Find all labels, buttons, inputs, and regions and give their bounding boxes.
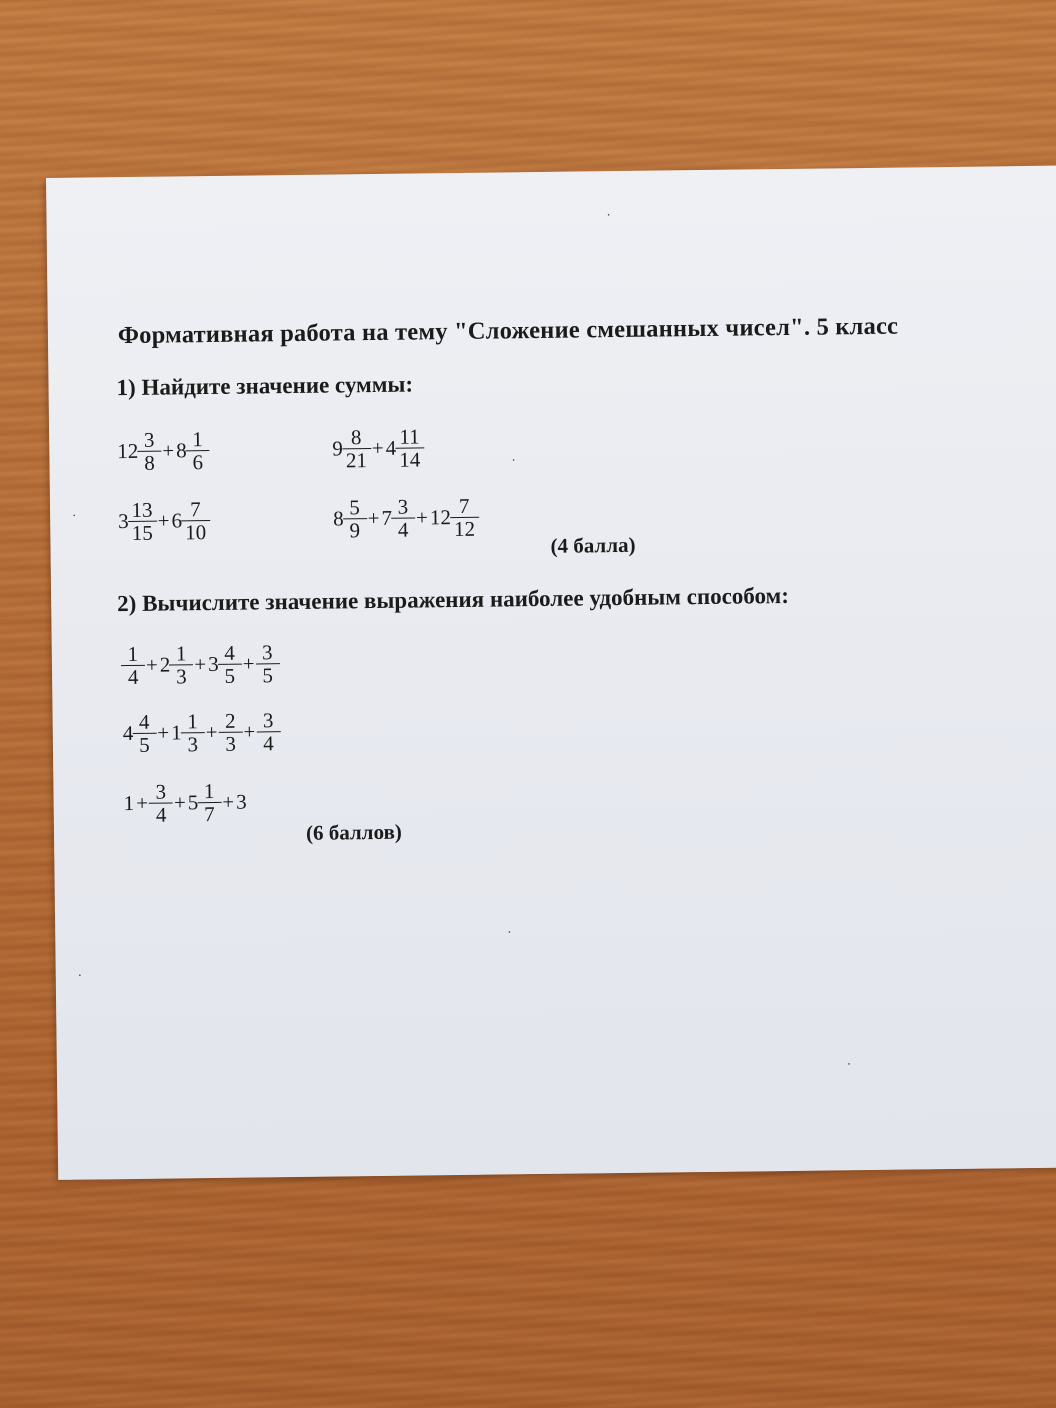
fraction bbox=[344, 426, 370, 471]
denominator: 5 bbox=[218, 664, 242, 687]
numerator: 13 bbox=[131, 497, 153, 522]
numerator: 5 bbox=[349, 495, 360, 520]
denominator: 10 bbox=[181, 520, 210, 543]
whole-part: 3 bbox=[118, 509, 129, 534]
numerator: 1 bbox=[127, 641, 139, 667]
denominator: 4 bbox=[391, 518, 415, 541]
fraction bbox=[452, 495, 478, 540]
paper-speck: · bbox=[77, 967, 83, 983]
worksheet-paper bbox=[46, 165, 1056, 1180]
fraction bbox=[220, 710, 241, 755]
task2-expression bbox=[123, 709, 280, 756]
denominator: 5 bbox=[132, 733, 156, 756]
denominator: 4 bbox=[256, 731, 280, 754]
whole-part: 8 bbox=[333, 506, 344, 531]
whole-part: 12 bbox=[117, 438, 139, 464]
whole-part: 3 bbox=[207, 651, 219, 677]
denominator: 4 bbox=[121, 665, 145, 688]
plus-sign: + bbox=[243, 719, 256, 744]
whole-part: 3 bbox=[236, 789, 247, 814]
denominator: 14 bbox=[395, 447, 424, 470]
fraction bbox=[199, 780, 220, 825]
whole-part: 4 bbox=[122, 721, 134, 746]
fraction bbox=[123, 643, 144, 688]
denominator: 3 bbox=[169, 664, 193, 687]
denominator: 8 bbox=[137, 451, 161, 474]
task2-expression bbox=[122, 641, 279, 688]
denominator: 12 bbox=[450, 517, 479, 540]
fraction bbox=[187, 428, 208, 473]
fraction bbox=[151, 781, 172, 826]
task1-expression bbox=[332, 425, 423, 471]
whole-part: 7 bbox=[381, 505, 393, 530]
paper-speck: · bbox=[846, 1056, 852, 1072]
whole-part: 2 bbox=[159, 652, 171, 677]
numerator: 1 bbox=[203, 778, 215, 804]
plus-sign: + bbox=[194, 652, 207, 677]
numerator: 3 bbox=[143, 427, 155, 452]
plus-sign: + bbox=[145, 652, 158, 677]
whole-part: 4 bbox=[385, 435, 397, 460]
task2-heading: 2) Вычислите значение выражения наиболее удобным способом: bbox=[117, 582, 790, 617]
denominator: 9 bbox=[343, 518, 367, 541]
numerator: 7 bbox=[458, 493, 470, 518]
fraction bbox=[397, 425, 423, 470]
numerator: 3 bbox=[262, 708, 274, 733]
task1-expression bbox=[333, 495, 478, 542]
numerator: 1 bbox=[187, 709, 198, 734]
task2-expression bbox=[123, 780, 247, 827]
numerator: 3 bbox=[261, 640, 273, 665]
denominator: 15 bbox=[128, 521, 157, 544]
denominator: 5 bbox=[255, 663, 279, 686]
denominator: 3 bbox=[181, 732, 205, 755]
numerator: 8 bbox=[350, 425, 362, 450]
plus-sign: + bbox=[135, 790, 149, 815]
plus-sign: + bbox=[157, 508, 170, 533]
fraction bbox=[393, 496, 414, 541]
task1-heading: 1) Найдите значение суммы: bbox=[116, 371, 414, 401]
whole-part: 6 bbox=[171, 508, 183, 533]
plus-sign: + bbox=[415, 505, 429, 530]
page-title: Формативная работа на тему "Сложение смешанных чисел". 5 класс bbox=[117, 312, 899, 350]
fraction bbox=[344, 496, 365, 541]
plus-sign: + bbox=[162, 438, 175, 463]
fraction bbox=[183, 498, 209, 543]
fraction bbox=[258, 709, 279, 754]
paper-speck: · bbox=[606, 207, 611, 223]
numerator: 1 bbox=[192, 427, 203, 452]
numerator: 3 bbox=[155, 779, 167, 804]
plus-sign: + bbox=[157, 720, 170, 745]
task1-expression bbox=[117, 428, 209, 474]
task1-expression bbox=[118, 498, 209, 544]
fraction bbox=[182, 710, 203, 755]
task1-points: (4 балла) bbox=[550, 532, 636, 558]
numerator: 3 bbox=[397, 494, 409, 519]
paper-speck: · bbox=[72, 507, 77, 523]
plus-sign: + bbox=[242, 651, 255, 676]
plus-sign: + bbox=[371, 435, 384, 461]
fraction bbox=[171, 642, 192, 687]
denominator: 7 bbox=[197, 802, 221, 825]
denominator: 4 bbox=[149, 803, 173, 826]
plus-sign: + bbox=[222, 789, 235, 814]
fraction bbox=[134, 711, 155, 756]
fraction bbox=[139, 429, 160, 474]
whole-part: 9 bbox=[332, 436, 343, 461]
whole-part: 1 bbox=[170, 720, 182, 745]
fraction bbox=[219, 642, 240, 687]
task2-points: (6 баллов) bbox=[305, 819, 402, 845]
numerator: 7 bbox=[190, 497, 201, 522]
numerator: 2 bbox=[224, 708, 236, 733]
whole-part: 8 bbox=[176, 438, 187, 463]
plus-sign: + bbox=[205, 719, 218, 745]
fraction bbox=[257, 641, 278, 686]
denominator: 21 bbox=[342, 448, 371, 471]
denominator: 6 bbox=[186, 450, 210, 473]
paper-speck: · bbox=[507, 924, 512, 940]
whole-part: 1 bbox=[123, 791, 135, 816]
numerator: 11 bbox=[399, 424, 420, 449]
paper-speck: · bbox=[511, 452, 516, 468]
denominator: 3 bbox=[218, 732, 242, 755]
whole-part: 5 bbox=[187, 790, 199, 815]
numerator: 1 bbox=[175, 641, 187, 666]
numerator: 4 bbox=[224, 640, 235, 665]
plus-sign: + bbox=[367, 505, 380, 531]
fraction bbox=[129, 499, 155, 544]
whole-part: 12 bbox=[429, 505, 452, 530]
plus-sign: + bbox=[173, 790, 186, 815]
numerator: 4 bbox=[138, 709, 150, 734]
